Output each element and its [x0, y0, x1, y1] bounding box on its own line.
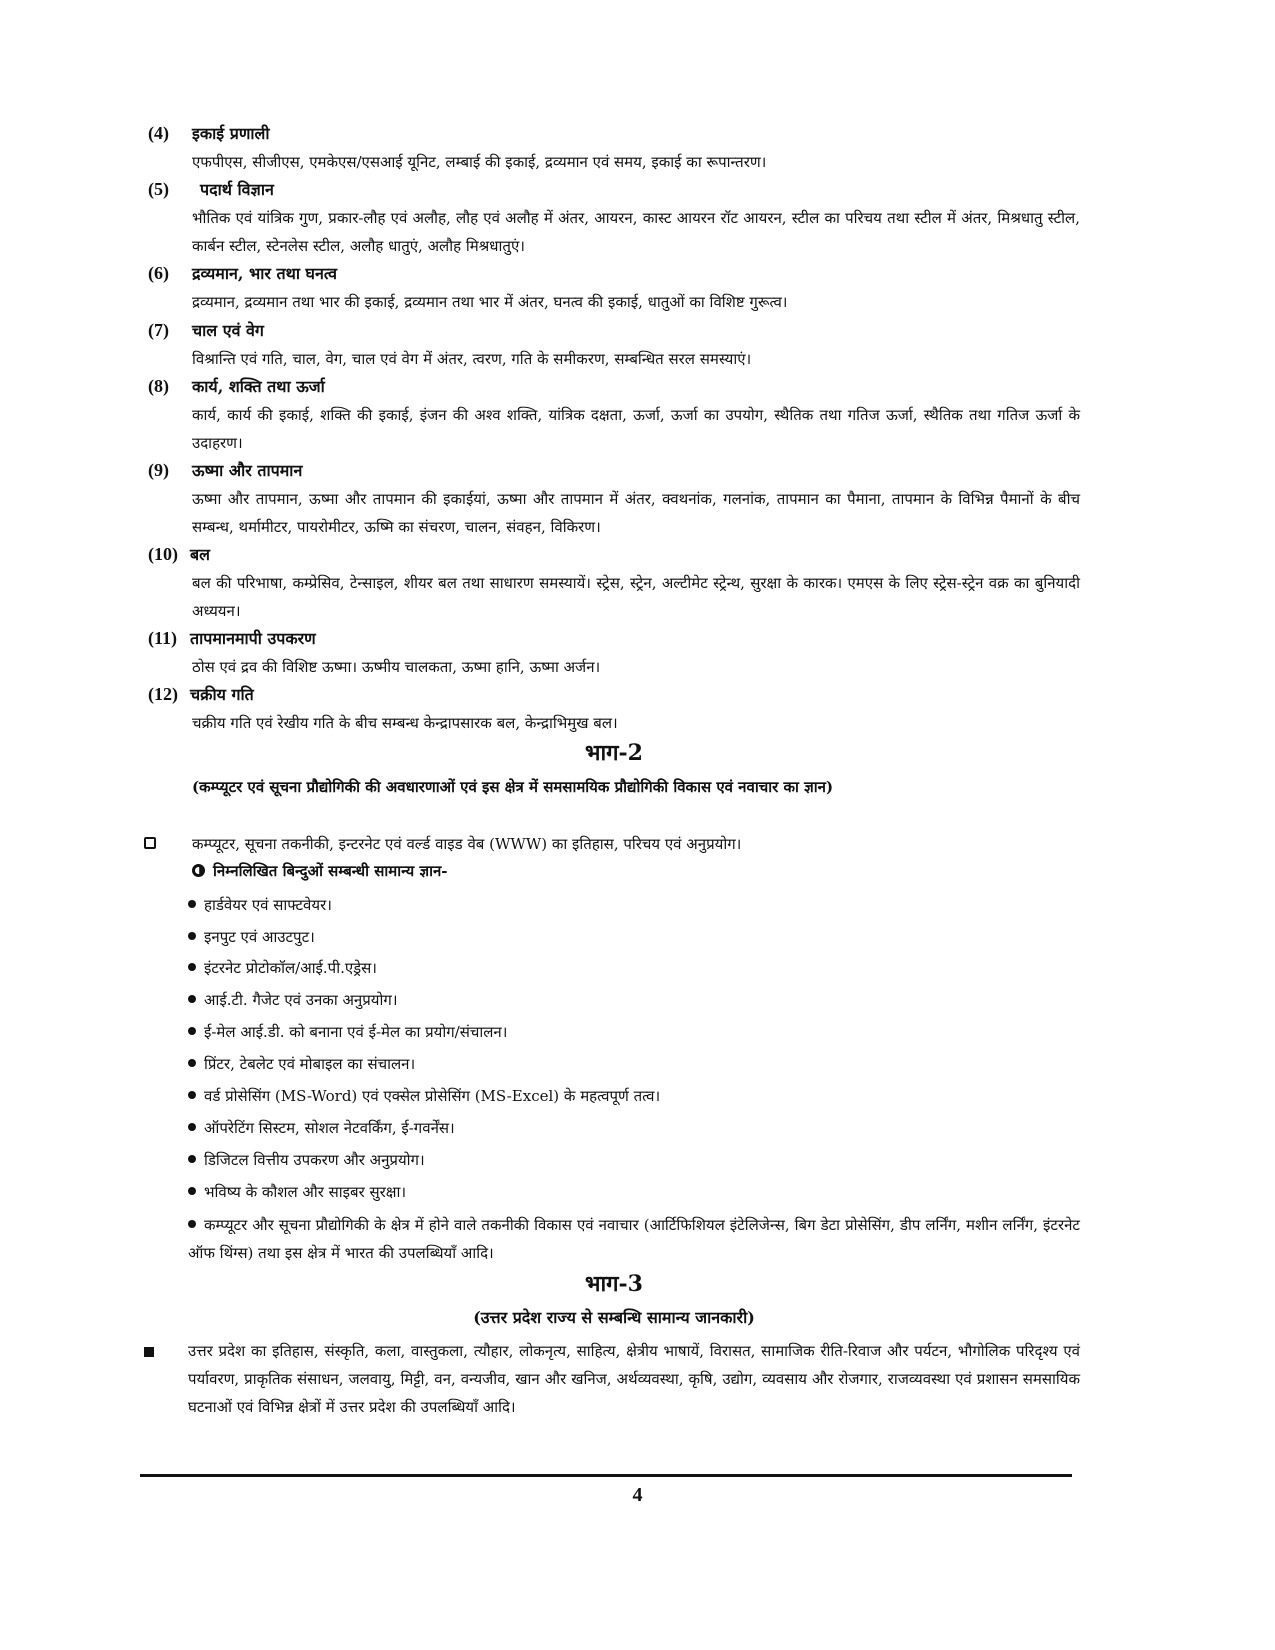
topic-title: इकाई प्रणाली — [192, 124, 270, 143]
list-item: प्रिंटर, टेबलेट एवं मोबाइल का संचालन। — [188, 1050, 1080, 1078]
bullet-icon — [188, 1059, 196, 1067]
bullet-icon — [188, 1091, 196, 1099]
circled-arrow-icon — [192, 864, 205, 877]
checkbox-square-icon — [144, 837, 156, 849]
footer-divider — [140, 1474, 1072, 1477]
bullet-icon — [188, 900, 196, 908]
list-item: इंटरनेट प्रोटोकॉल/आई.पी.एड्रेस। — [188, 954, 1080, 982]
topic-number: (9) — [148, 460, 169, 480]
topic-body: द्रव्यमान, द्रव्यमान तथा भार की इकाई, द्रव्यमान तथा भार में अंतर, घनत्व की इकाई, धातुओं का विशिष्ट गुरूत्व। — [192, 293, 788, 311]
list-item: इनपुट एवं आउटपुट। — [188, 923, 1080, 951]
topic-number: (4) — [148, 123, 169, 143]
topic-title: चाल एवं वेग — [192, 321, 264, 340]
bullet-icon — [188, 963, 196, 971]
topic-body: बल की परिभाषा, कम्प्रेसिव, टेन्साइल, शीयर बल तथा साधारण समस्यायें। स्ट्रेस, स्ट्रेन, अल्टीमेट स्ट्रेन्थ, सुरक्षा के कारक। एमएस के लिए स्ट्रेस-स्ट्रेन वक्र का बुनियादी अध्ययन। — [192, 574, 1080, 620]
list-item: वर्ड प्रोसेसिंग (MS-Word) एवं एक्सेल प्रोसेसिंग (MS-Excel) के महत्वपूर्ण तत्व। — [188, 1082, 1080, 1110]
topic-number: (7) — [148, 320, 169, 340]
topic-title: ऊष्मा और तापमान — [192, 461, 303, 480]
topic-number: (10) — [148, 544, 178, 564]
topic-number: (5) — [148, 179, 169, 199]
topic-number: (12) — [148, 684, 178, 704]
part-2-intro-item — [144, 830, 1080, 858]
topic-body: कार्य, कार्य की इकाई, शक्ति की इकाई, इंजन की अश्व शक्ति, यांत्रिक दक्षता, ऊर्जा, ऊर्जा का उपयोग, स्थैतिक तथा गतिज ऊर्जा, स्थैतिक तथा गतिज ऊर्जा के उदाहरण। — [192, 406, 1080, 452]
topic-title: तापमानमापी उपकरण — [190, 629, 316, 648]
topic-body: एफपीएस, सीजीएस, एमकेएस/एसआई यूनिट, लम्बाई की इकाई, द्रव्यमान एवं समय, इकाई का रूपान्तरण। — [192, 153, 767, 171]
filled-square-bullet-icon — [144, 1347, 154, 1357]
part-3-subtitle: (उत्तर प्रदेश राज्य से सम्बन्धि सामान्य जानकारी) — [473, 1308, 755, 1327]
topic-title: चक्रीय गति — [190, 685, 254, 704]
topic-7 — [148, 317, 1080, 373]
bullet-icon — [188, 932, 196, 940]
part-2-title: भाग-2 — [585, 740, 643, 766]
topic-11 — [148, 625, 1080, 681]
list-item: ऑपरेटिंग सिस्टम, सोशल नेटवर्किंग, ई-गवर्नेंस। — [188, 1114, 1080, 1142]
list-item: हार्डवेयर एवं साफ्टवेयर। — [188, 891, 1080, 919]
list-item: कम्प्यूटर और सूचना प्रौद्योगिकी के क्षेत्र में होने वाले तकनीकी विकास एवं नवाचार (आर्टिफिशियल इंटेलिजेन्स, बिग डेटा प्रोसेसिंग, डीप लर्निंग, मशीन लर्निंग, इंटरनेट ऑफ थिंग्स) तथा इस क्षेत्र में भारत की उपलब्धियाँ आदि। — [188, 1216, 1080, 1262]
topic-title: कार्य, शक्ति तथा ऊर्जा — [192, 377, 325, 396]
intro-item-text: कम्प्यूटर, सूचना तकनीकी, इन्टरनेट एवं वर्ल्ड वाइड वेब (WWW) का इतिहास, परिचय एवं अनुप्रयोग। — [192, 835, 742, 853]
topic-number: (8) — [148, 376, 169, 396]
topic-body: विश्रान्ति एवं गति, चाल, वेग, चाल एवं वेग में अंतर, त्वरण, गति के समीकरण, सम्बन्धित सरल समस्याएं। — [192, 350, 752, 368]
bullet-icon — [188, 1123, 196, 1131]
part-3-title: भाग-3 — [585, 1271, 643, 1297]
topic-8 — [148, 373, 1080, 457]
topic-number: (11) — [148, 628, 177, 648]
list-item: डिजिटल वित्तीय उपकरण और अनुप्रयोग। — [188, 1146, 1080, 1174]
page-number: 4 — [632, 1484, 643, 1506]
bullet-icon — [188, 1155, 196, 1163]
topic-number: (6) — [148, 263, 169, 283]
topic-title: द्रव्यमान, भार तथा घनत्व — [192, 264, 338, 283]
topic-body: ऊष्मा और तापमान, ऊष्मा और तापमान की इकाईयां, ऊष्मा और तापमान में अंतर, क्वथनांक, गलनांक, तापमान का पैमाना, तापमान के विभिन्न पैमानों के बीच सम्बन्ध, थर्मामीटर, पायरोमीटर, ऊष्मि का संचरण, चालन, संवहन, विकिरण। — [192, 490, 1080, 536]
topic-title: पदार्थ विज्ञान — [200, 180, 274, 199]
topic-12 — [148, 681, 1080, 737]
topic-4 — [148, 120, 1080, 176]
list-item: ई-मेल आई.डी. को बनाना एवं ई-मेल का प्रयोग/संचालन। — [188, 1018, 1080, 1046]
topic-6 — [148, 260, 1080, 316]
part-2-subheading — [192, 857, 448, 885]
topic-10 — [148, 541, 1080, 625]
part-3-item — [144, 1337, 1080, 1421]
list-item: भविष्य के कौशल और साइबर सुरक्षा। — [188, 1178, 1080, 1206]
part-2-subtitle: (कम्प्यूटर एवं सूचना प्रौद्योगिकी की अवधारणाओं एवं इस क्षेत्र में समसामयिक प्रौद्योगिकी विकास एवं नवाचार का ज्ञान) — [192, 778, 834, 796]
topic-body: ठोस एवं द्रव की विशिष्ट ऊष्मा। ऊष्मीय चालकता, ऊष्मा हानि, ऊष्मा अर्जन। — [192, 658, 601, 676]
topic-9 — [148, 457, 1080, 541]
bullet-icon — [188, 1187, 196, 1195]
bullet-icon — [188, 995, 196, 1003]
topic-body: भौतिक एवं यांत्रिक गुण, प्रकार-लौह एवं अलौह, लौह एवं अलौह में अंतर, आयरन, कास्ट आयरन रॉट आयरन, स्टील का परिचय तथा स्टील में अंतर, मिश्रधातु स्टील, कार्बन स्टील, स्टेनलेस स्टील, अलौह धातुएं, अलौह मिश्रधातुएं। — [192, 209, 1080, 255]
subheading-text: निम्नलिखित बिन्दुओं सम्बन्धी सामान्य ज्ञान- — [213, 862, 448, 880]
part-3-item-text: उत्तर प्रदेश का इतिहास, संस्कृति, कला, वास्तुकला, त्यौहार, लोकनृत्य, साहित्य, क्षेत्रीय भाषायें, विरासत, सामाजिक रीति-रिवाज और पर्यटन, भौगोलिक परिदृश्य एवं पर्यावरण, प्राकृतिक संसाधन, जलवायु, मिट्टी, वन, वन्यजीव, खान और खनिज, अर्थव्यवस्था, कृषि, उद्योग, व्यवसाय और रोजगार, राजव्यवस्था एवं प्रशासन समसायिक घटनाओं एवं विभिन्न क्षेत्रों में उत्तर प्रदेश की उपलब्धियाँ आदि। — [188, 1342, 1080, 1416]
list-item: आई.टी. गैजेट एवं उनका अनुप्रयोग। — [188, 986, 1080, 1014]
bullet-icon — [188, 1027, 196, 1035]
topic-5 — [148, 176, 1080, 260]
topic-body: चक्रीय गति एवं रेखीय गति के बीच सम्बन्ध केन्द्रापसारक बल, केन्द्राभिमुख बल। — [192, 714, 618, 732]
bullet-icon — [188, 1220, 196, 1228]
topic-title: बल — [190, 545, 210, 564]
